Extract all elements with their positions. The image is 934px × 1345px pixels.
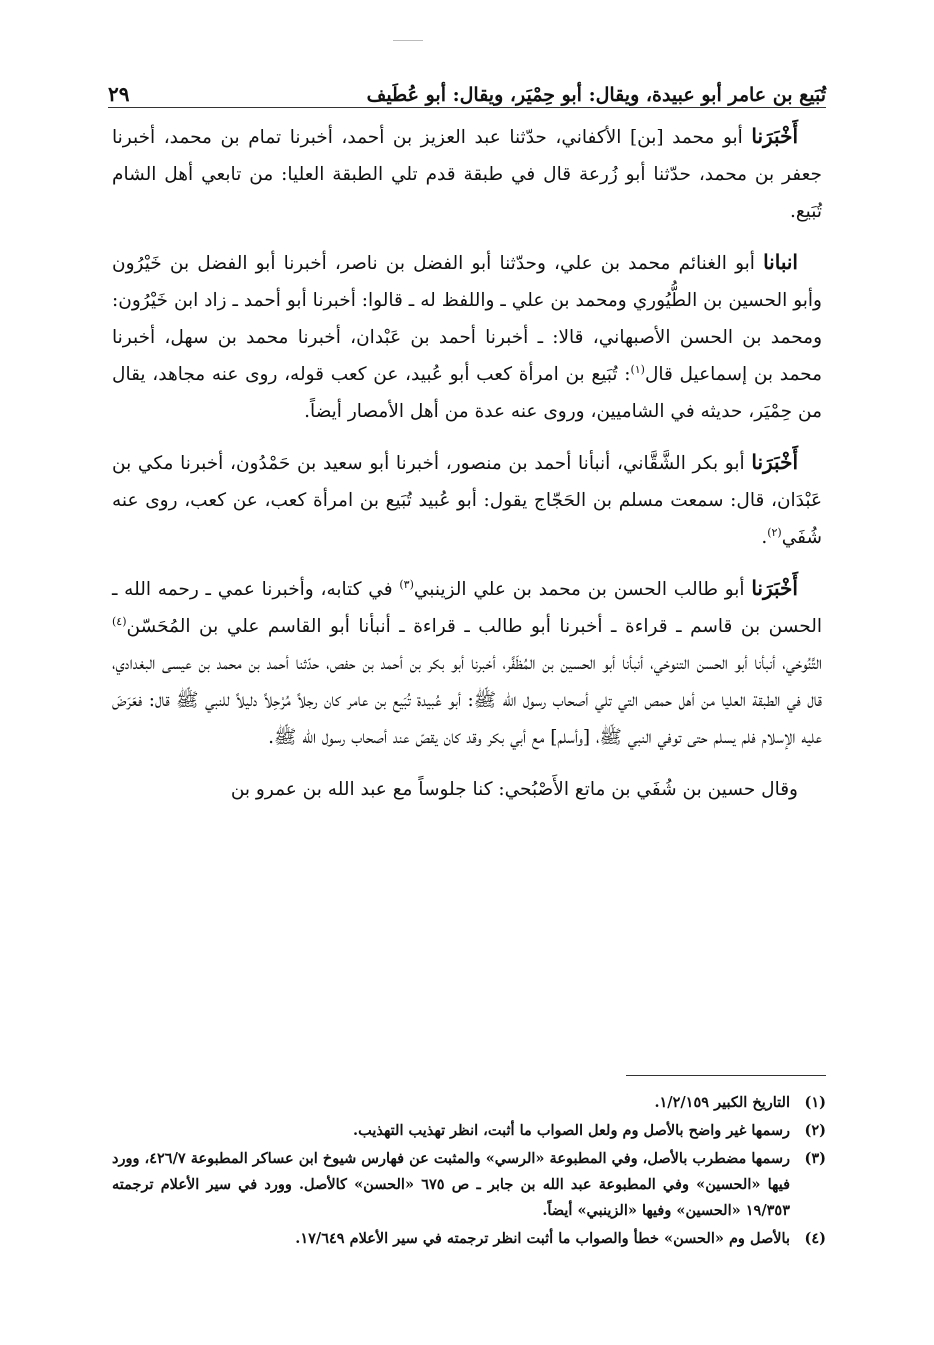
paragraph-text: أبو بكر الشَّقَّاني، أنبأنا أحمد بن منصور، أخبرنا أبو سعيد بن حَمْدُون، أخبرنا مكي بن عَبْدَان، قال: سمعت مسلم بن الحَجّاج يقول: أبو عُبيد تُبَيع بن امرأة كعب، عن كعب، روى عنه شُفَي — [112, 453, 822, 548]
footnote-number: (٢) — [804, 1122, 826, 1139]
footnote — [112, 1118, 826, 1144]
footnote-ref: (١) — [630, 362, 645, 376]
footnote-number: (١) — [804, 1094, 826, 1111]
paragraph-text: : تُبَيع بن امرأة كعب أبو عُبيد، عن كعب قوله، روى عنه مجاهد، يقال من حِمْيَر، حديثه في الشاميين، وروى عنه عدة من أهل الأمصار أيضاً. — [112, 364, 822, 422]
main-text — [112, 118, 822, 808]
footnote-text: التاريخ الكبير ١/٢/١٥٩. — [654, 1094, 790, 1111]
footnote — [112, 1226, 826, 1252]
scan-mark — [393, 40, 423, 41]
paragraph-text: أبو طالب الحسن بن محمد بن علي الزينبي — [413, 579, 752, 600]
paragraph-text: . — [761, 527, 768, 548]
paragraph — [112, 118, 822, 230]
footnote-rule — [626, 1075, 826, 1076]
paragraph — [112, 244, 822, 430]
footnote-ref: (٤) — [112, 614, 127, 628]
page-number: ٢٩ — [108, 82, 130, 106]
header-rule — [108, 107, 826, 108]
paragraph — [112, 570, 822, 756]
running-title: تُبَيع بن عامر أبو عبيدة، ويقال: أبو حِمْيَر، ويقال: أبو عُطَيف — [366, 84, 826, 106]
paragraph-keyword: أَخْبَرَنا — [751, 124, 798, 148]
footnote — [112, 1146, 826, 1224]
paragraph-text: التَّنُوخي، أنبأنا أبو الحسن التنوخي، أنبأنا أبو الحسين بن المُظَفَّر، أخبرنا أبو بكر بن أحمد بن حفص، حدّثنا أحمد بن محمد بن عيسى البغدادي، قال في الطبقة العليا من أهل حمص التي تلي أصحاب رسول الله ﷺ: أبو عُبيدة تُبَيع بن عامر كان رجلاً مُرْحِلاً دليلاً للنبي ﷺ قال: فعَرَضَ عليه الإسلام فلم يسلم حتى توفي النبي ﷺ، [وأسلم] مع أبي بكر وقد كان يقصّ عند أصحاب رسول الله ﷺ. — [112, 653, 822, 748]
paragraph-keyword: أَخْبَرَنا — [751, 576, 798, 600]
paragraph — [112, 770, 822, 808]
paragraph-keyword: انبانا — [763, 250, 798, 274]
page-header — [108, 70, 826, 106]
footnote — [112, 1090, 826, 1116]
paragraph-text: أبو محمد [بن] الأكفاني، حدّثنا عبد العزيز بن أحمد، أخبرنا تمام بن محمد، أخبرنا جعفر بن محمد، حدّثنا أبو زُرعة قال في طبقة قدم تلي الطبقة العليا: من تابعي أهل الشام تُبَيع. — [112, 127, 822, 222]
footnote-number: (٣) — [804, 1150, 826, 1167]
footnote-ref: (٣) — [399, 577, 414, 591]
footnote-text: رسمها مضطرب بالأصل، وفي المطبوعة «الرسي» والمثبت عن فهارس شيوخ ابن عساكر المطبوعة ٤٢٦/٧، وورد فيها «الحسين» وفي المطبوعة عبد الله بن جابر ـ ص ٦٧٥ «الحسن» كالأصل. وورد في سير الأعلام ترجمته ١٩/٣٥٣ «الحسين» وفيها «الزينبي» أيضاً. — [112, 1150, 790, 1219]
paragraph — [112, 444, 822, 556]
footnotes — [112, 1090, 826, 1254]
footnote-text: بالأصل وم «الحسن» خطأ والصواب ما أثبت انظر ترجمته في سير الأعلام ١٧/٦٤٩. — [295, 1230, 790, 1247]
footnote-ref: (٢) — [767, 525, 782, 539]
paragraph-text: وقال حسين بن شُفَي بن ماتع الأَصْبُحي: كنا جلوساً مع عبد الله بن عمرو بن — [230, 779, 798, 800]
paragraph-text: في كتابه، وأخبرنا عمي ـ رحمه الله ـ الحسن بن قاسم ـ قراءة ـ أخبرنا أبو طالب ـ قراءة ـ أنبأنا أبو القاسم علي بن المُحَسّن — [112, 579, 822, 637]
paragraph-keyword: أَخْبَرَنا — [751, 450, 798, 474]
footnote-number: (٤) — [804, 1230, 826, 1247]
footnote-text: رسمها غير واضح بالأصل وم ولعل الصواب ما أثبت، انظر تهذيب التهذيب. — [353, 1122, 790, 1139]
paragraph-text: أبو الغنائم محمد بن علي، وحدّثنا أبو الفضل بن ناصر، أخبرنا أبو الفضل بن خَيْرُون وأبو الحسين بن الطُّيُوري ومحمد بن علي ـ واللفظ له ـ قالوا: أخبرنا أبو أحمد ـ زاد ابن خَيْرُون: ومحمد بن الحسن الأصبهاني، قالا: ـ أخبرنا أحمد بن عَبْدان، أخبرنا محمد بن سهل، أخبرنا محمد بن إسماعيل قال — [112, 253, 822, 385]
